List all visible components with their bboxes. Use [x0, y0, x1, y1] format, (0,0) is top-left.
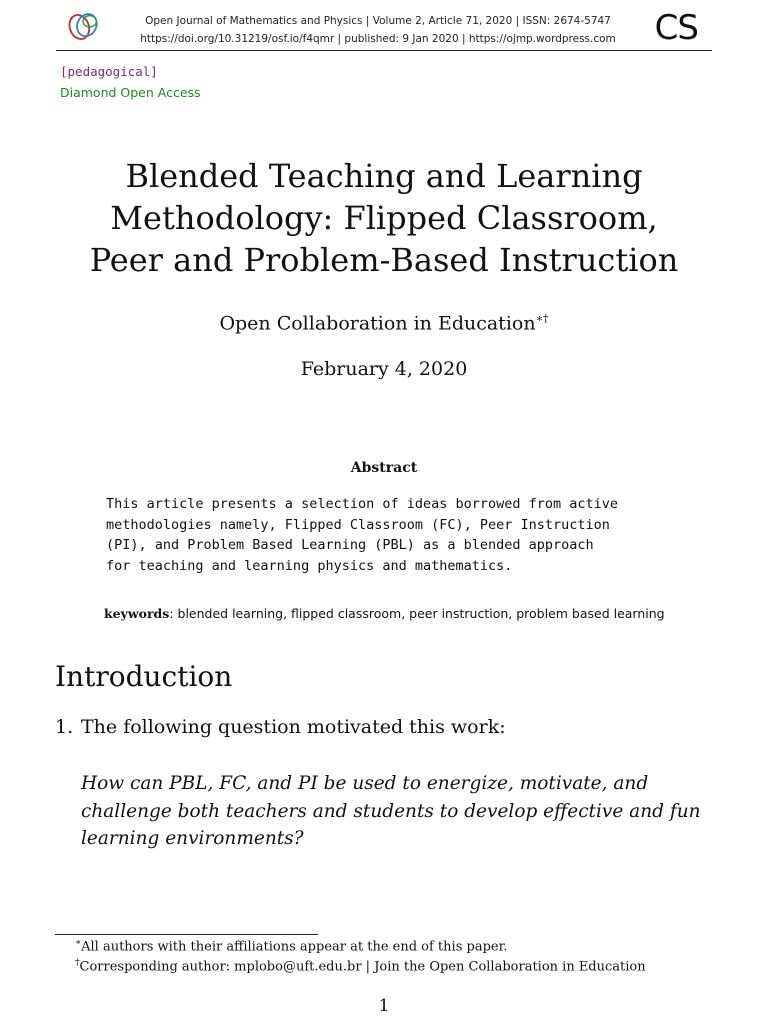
- abstract-text: This article presents a selection of ideas borrowed from active methodologies namely, Flipped Classroom (FC), Peer Instruction (PI), and Problem Based Learning (PBL) as a blended approach for teaching and learning physics and mathematics.: [106, 496, 619, 575]
- footnote-text: All authors with their affiliations appear at the end of this paper.: [81, 939, 508, 955]
- author-line: [0, 312, 768, 334]
- numbered-item: [55, 716, 506, 738]
- footnote-divider: [55, 934, 318, 935]
- title-line: Blended Teaching and Learning: [125, 157, 643, 195]
- title-line: Methodology: Flipped Classroom,: [110, 199, 658, 237]
- keywords-line: [104, 606, 665, 621]
- cs-mark: CS: [654, 8, 698, 48]
- author-name: Open Collaboration in Education: [219, 312, 536, 335]
- publication-date: February 4, 2020: [300, 358, 468, 380]
- footnote-affiliations: [75, 938, 508, 954]
- journal-info-line: Open Journal of Mathematics and Physics | Volume 2, Article 71, 2020 | ISSN: 2674-5747: [145, 15, 611, 27]
- paper-title: [40, 155, 728, 281]
- footnote-text: Corresponding author: mplobo@uft.edu.br | Join the Open Collaboration in Education: [79, 959, 646, 975]
- item-number: 1.: [55, 716, 74, 738]
- footnote-mark: ∗: [75, 938, 82, 948]
- journal-header: [56, 6, 712, 51]
- journal-rings-logo-icon: [66, 9, 104, 45]
- access-label: Diamond Open Access: [60, 85, 201, 100]
- category-tag: [pedagogical]: [60, 64, 158, 79]
- page-number: 1: [378, 996, 390, 1016]
- footnote-corresponding-author: [75, 958, 646, 974]
- journal-links-line: https://doi.org/10.31219/osf.io/f4qmr | published: 9 Jan 2020 | https://ojmp.wordpress.com: [140, 33, 616, 45]
- journal-info: [118, 12, 638, 48]
- section-heading: Introduction: [55, 660, 233, 693]
- author-footnote-marks: ∗†: [535, 312, 549, 325]
- abstract-heading: Abstract: [350, 460, 418, 476]
- question-quote: How can PBL, FC, and PI be used to energize, motivate, and challenge both teachers and students to develop effective and fun learning environments?: [81, 773, 701, 849]
- title-line: Peer and Problem-Based Instruction: [89, 241, 679, 279]
- item-text: The following question motivated this work:: [81, 716, 506, 738]
- keywords-list: : blended learning, flipped classroom, peer instruction, problem based learning: [169, 606, 665, 621]
- keywords-label: keywords: [104, 606, 170, 621]
- footnote-mark: †: [75, 958, 80, 968]
